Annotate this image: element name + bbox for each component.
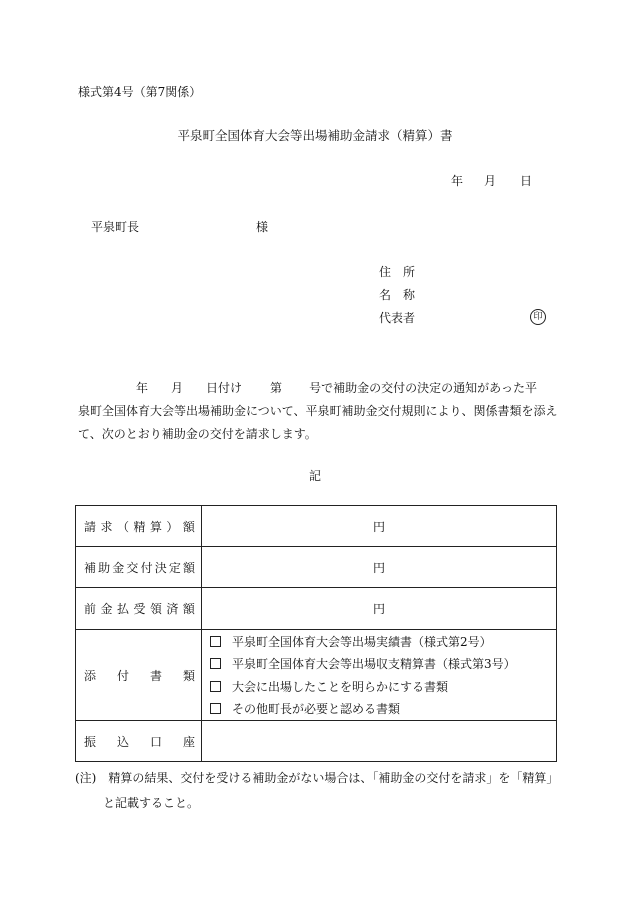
label-char: 払: [116, 602, 129, 616]
label-char: 口: [149, 734, 162, 749]
label-char: 精: [133, 519, 146, 534]
label-char: 類: [182, 668, 195, 683]
body-year: 年: [136, 381, 149, 395]
table-row-decision-amount: [76, 547, 557, 588]
decision-amount-value[interactable]: 円: [202, 547, 557, 588]
label-char: （: [116, 519, 129, 534]
applicant-representative-label: 代表者: [379, 311, 416, 325]
label-char: 決: [154, 560, 167, 575]
label-char: 済: [166, 602, 179, 616]
addressee-name: 平泉町長: [91, 220, 140, 234]
attachments-label: [76, 630, 202, 721]
checkbox[interactable]: [210, 703, 221, 714]
form-number: 様式第4号（第7関係）: [78, 85, 202, 99]
bank-account-value[interactable]: [202, 721, 557, 762]
label-char: 付: [140, 560, 153, 575]
label-char: 請: [84, 519, 97, 534]
seal-mark: 印: [530, 309, 546, 325]
body-dai: 第: [270, 381, 283, 395]
document-title: 平泉町全国体育大会等出場補助金請求（精算）書: [177, 128, 453, 143]
note-line-1: (注) 精算の結果、交付を受ける補助金がない場合は、「補助金の交付を請求」を「精算」: [75, 771, 559, 785]
advance-received-label: [76, 588, 202, 630]
date-month-label: 月: [484, 174, 497, 188]
label-char: 額: [182, 519, 195, 534]
label-char: 領: [149, 602, 162, 616]
request-table: [75, 505, 557, 762]
label-char: ）: [166, 519, 179, 534]
attachment-item[interactable]: [210, 698, 556, 721]
label-char: 付: [116, 668, 129, 683]
advance-received-value[interactable]: 円: [202, 588, 557, 630]
body-line-1-rest: 号で補助金の交付の決定の通知があった平: [309, 381, 537, 395]
table-row-attachments: [76, 630, 557, 721]
attachment-item[interactable]: [210, 630, 556, 653]
label-char: 定: [168, 560, 181, 575]
attachment-item[interactable]: [210, 675, 556, 698]
checkbox[interactable]: [210, 636, 221, 647]
label-char: 金: [112, 560, 125, 575]
checkbox[interactable]: [210, 681, 221, 692]
table-row-advance-received: [76, 588, 557, 630]
note: [75, 766, 565, 816]
body-line-2: 泉町全国体育大会等出場補助金について、平泉町補助金交付規則により、関係書類を添え: [78, 404, 558, 418]
note-line-2: と記載すること。: [103, 796, 200, 810]
label-char: 額: [182, 560, 195, 575]
request-amount-value[interactable]: 円: [202, 506, 557, 547]
bank-account-label: [76, 721, 202, 762]
checkbox[interactable]: [210, 658, 221, 669]
attachment-item-label: 平泉町全国体育大会等出場収支精算書（様式第3号）: [232, 657, 516, 672]
table-row-request-amount: [76, 506, 557, 547]
label-char: 振: [84, 734, 97, 749]
table-row-bank-account: [76, 721, 557, 762]
body-dated: 日付け: [206, 381, 243, 395]
label-char: 補: [84, 560, 97, 575]
label-char: 求: [100, 519, 113, 534]
request-amount-label: [76, 506, 202, 547]
attachment-item-label: 平泉町全国体育大会等出場実績書（様式第2号）: [232, 634, 492, 649]
ki-heading: 記: [308, 469, 321, 483]
label-char: 算: [149, 519, 162, 534]
attachment-item-label: その他町長が必要と認める書類: [232, 702, 401, 717]
label-char: 込: [116, 734, 129, 749]
body-line-1: [78, 377, 558, 400]
applicant-name-label: 名 称: [379, 288, 416, 302]
attachment-item[interactable]: [210, 653, 556, 676]
decision-amount-label: [76, 547, 202, 588]
label-char: 座: [182, 734, 195, 749]
attachments-cell: [202, 630, 557, 721]
body-month: 月: [171, 381, 184, 395]
label-char: 助: [98, 560, 111, 575]
label-char: 金: [100, 602, 113, 616]
date-year-label: 年: [451, 174, 464, 188]
label-char: 額: [182, 602, 195, 616]
label-char: 前: [84, 602, 97, 616]
date-day-label: 日: [520, 174, 533, 188]
request-body: [78, 377, 558, 446]
applicant-address-label: 住 所: [379, 265, 416, 279]
label-char: 書: [149, 668, 162, 683]
attachment-item-label: 大会に出場したことを明らかにする書類: [232, 679, 449, 694]
label-char: 受: [133, 602, 146, 616]
addressee-honorific: 様: [256, 220, 269, 234]
label-char: 交: [126, 560, 139, 575]
attachments-list: [202, 630, 556, 720]
label-char: 添: [84, 668, 97, 683]
body-line-3: て、次のとおり補助金の交付を請求します。: [78, 427, 317, 441]
